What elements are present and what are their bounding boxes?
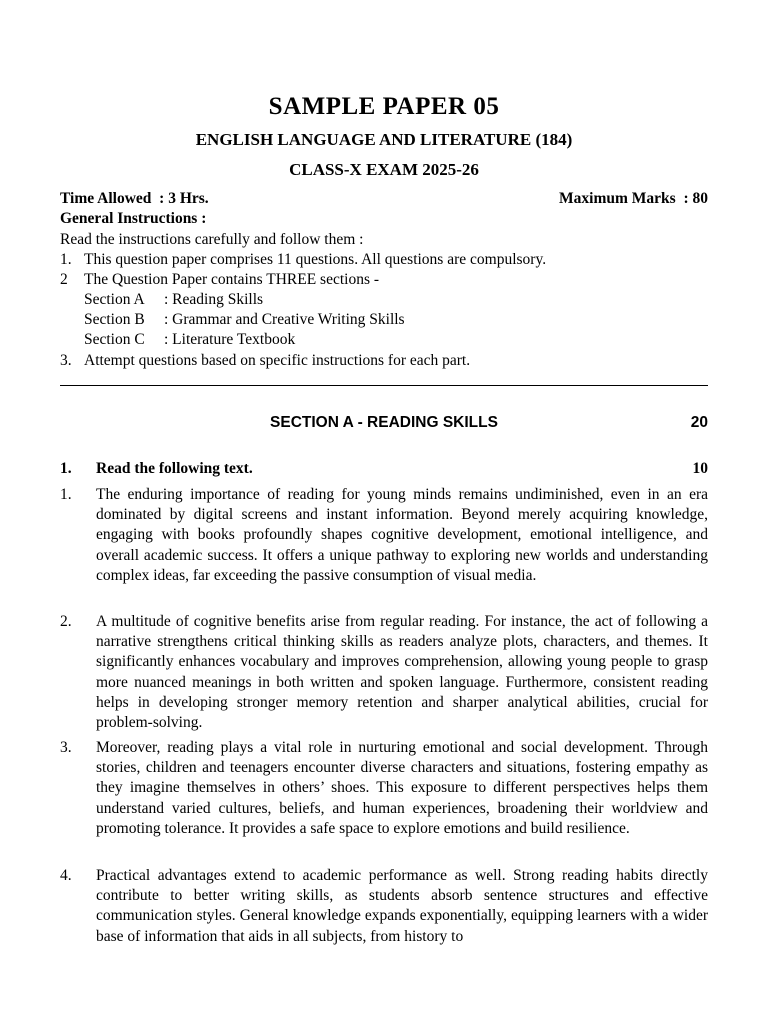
question-text: Read the following text. <box>96 460 253 477</box>
paper-subject: ENGLISH LANGUAGE AND LITERATURE (184) <box>195 130 573 149</box>
question-marks: 10 <box>692 460 708 477</box>
paragraph-number: 3. <box>60 739 72 756</box>
section-desc: : Literature Textbook <box>164 331 296 348</box>
instruction-item <box>60 351 708 371</box>
section-desc: : Reading Skills <box>164 291 264 308</box>
time-allowed: Time Allowed : 3 Hrs. <box>60 190 209 207</box>
instruction-text: The Question Paper contains THREE sections - <box>84 271 380 288</box>
section-label: Section A <box>84 291 145 308</box>
paragraph-text: Moreover, reading plays a vital role in nurturing emotional and social development. Through stories, children and teenagers encounter diverse characters and situations, fostering empathy as they imagine themselves in others’ shoes. This exposure to different perspectives helps them understand varied cultures, beliefs, and human experiences, broadening their worldview and promoting tolerance. It provides a safe space to explore emotions and build resilience. <box>96 739 708 837</box>
instruction-text: Attempt questions based on specific instructions for each part. <box>84 352 471 369</box>
section-desc: : Grammar and Creative Writing Skills <box>164 311 405 328</box>
section-label: Section C <box>84 331 145 348</box>
instruction-number: 2 <box>60 271 68 288</box>
general-instructions-heading: General Instructions : <box>60 210 207 227</box>
paragraph-number: 2. <box>60 613 72 630</box>
passage-paragraph <box>60 866 708 947</box>
instructions-intro: Read the instructions carefully and follow them : <box>60 231 364 248</box>
instruction-number: 1. <box>60 251 72 268</box>
paragraph-text: Practical advantages extend to academic performance as well. Strong reading habits directly contribute to better writing skills, as students absorb sentence structures and effective communication styles. General knowledge expands exponentially, equipping learners with a wider base of information that aids in all subjects, from history to <box>96 867 708 945</box>
instruction-text: This question paper comprises 11 questions. All questions are compulsory. <box>84 251 547 268</box>
section-list-item <box>60 290 708 310</box>
maximum-marks: Maximum Marks : 80 <box>559 190 708 207</box>
paragraph-number: 1. <box>60 486 72 503</box>
section-label: Section B <box>84 311 145 328</box>
section-a-marks: 20 <box>690 414 708 431</box>
paper-title: SAMPLE PAPER 05 <box>268 93 500 120</box>
question-number: 1. <box>60 460 72 477</box>
section-list-item <box>60 330 708 350</box>
paper-exam: CLASS-X EXAM 2025-26 <box>289 160 479 179</box>
horizontal-divider <box>60 385 708 386</box>
passage-paragraph <box>60 485 708 586</box>
instruction-item <box>60 270 708 290</box>
instruction-number: 3. <box>60 352 72 369</box>
passage-paragraph <box>60 612 708 733</box>
instruction-item <box>60 250 708 270</box>
paragraph-text: The enduring importance of reading for young minds remains undiminished, even in an era dominated by digital screens and instant information. Beyond merely acquiring knowledge, engaging with books profoundly shapes cognitive development, emotional intelligence, and overall academic success. It offers a unique pathway to exploring new worlds and understanding complex ideas, far exceeding the passive consumption of visual media. <box>96 486 708 584</box>
section-a-title: SECTION A - READING SKILLS <box>270 414 498 431</box>
section-list-item <box>60 310 708 330</box>
passage-paragraph <box>60 738 708 839</box>
paragraph-text: A multitude of cognitive benefits arise from regular reading. For instance, the act of following a narrative strengthens critical thinking skills as readers analyze plots, characters, and themes. It significantly enhances vocabulary and improves comprehension, allowing young people to grasp more nuanced meanings in both written and spoken language. Furthermore, consistent reading helps in developing stronger memory retention and sharper analytical abilities, crucial for problem-solving. <box>96 613 708 732</box>
paragraph-number: 4. <box>60 867 72 884</box>
